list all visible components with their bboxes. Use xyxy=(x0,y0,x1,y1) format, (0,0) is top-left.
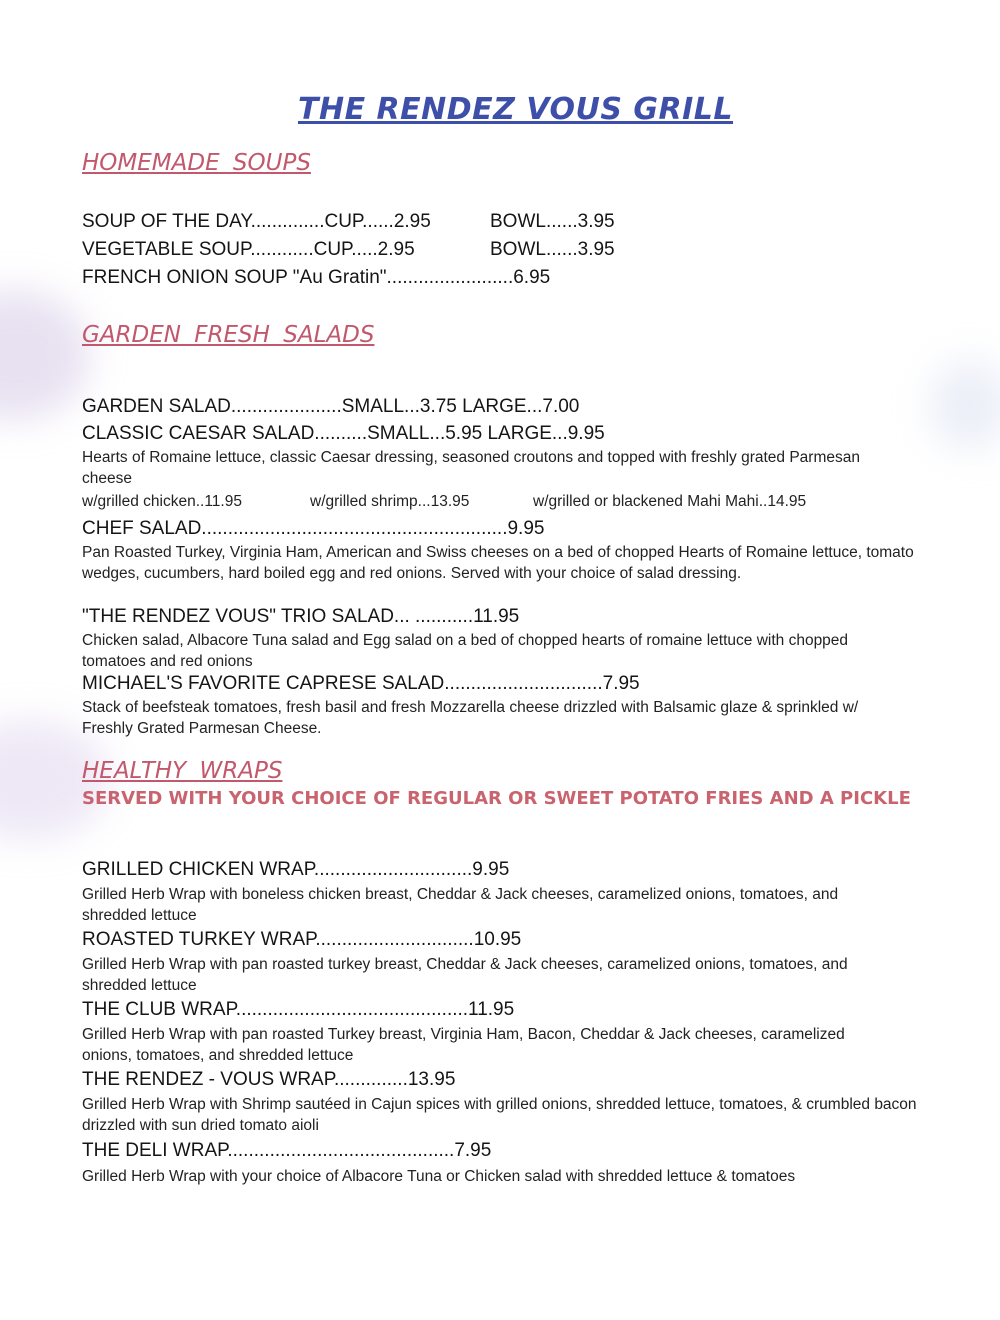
menu-item: GARDEN SALAD.....................SMALL...3.75 LARGE...7.00 xyxy=(82,396,580,417)
menu-item: ROASTED TURKEY WRAP..............................10.95 xyxy=(82,929,522,950)
addon-option: w/grilled or blackened Mahi Mahi..14.95 xyxy=(533,493,807,510)
menu-item: FRENCH ONION SOUP "Au Gratin"........................6.95 xyxy=(82,267,551,288)
menu-item: CHEF SALAD..........................................................9.95 xyxy=(82,518,545,539)
menu-item-description: Grilled Herb Wrap with boneless chicken breast, Cheddar & Jack cheeses, caramelized onions, tomatoes, and shredded lettuce xyxy=(82,886,839,924)
menu-item: GRILLED CHICKEN WRAP..............................9.95 xyxy=(82,859,510,880)
menu-item-description: Pan Roasted Turkey, Virginia Ham, American and Swiss cheeses on a bed of chopped Hearts of Romaine lettuce, tomato wedges, cucumbers, hard boiled egg and red onions. Served with your choice of salad dressing. xyxy=(82,544,914,582)
menu-item-description: Stack of beefsteak tomatoes, fresh basil and fresh Mozzarella cheese drizzled with Balsamic glaze & sprinkled w/ Freshly Grated Parmesan Cheese. xyxy=(82,699,859,737)
section-heading-salads: GARDEN FRESH SALADS xyxy=(82,322,375,348)
menu-item-description: Grilled Herb Wrap with pan roasted turkey breast, Cheddar & Jack cheeses, caramelized onions, tomatoes, and shredded lettuce xyxy=(82,956,848,994)
addon-option: w/grilled chicken..11.95 xyxy=(82,493,242,510)
section-heading-soups: HOMEMADE SOUPS xyxy=(82,150,311,176)
addon-option: w/grilled shrimp...13.95 xyxy=(310,493,470,510)
menu-item-description: Grilled Herb Wrap with your choice of Albacore Tuna or Chicken salad with shredded lettuce & tomatoes xyxy=(82,1168,796,1185)
section-heading-wraps: HEALTHY WRAPS xyxy=(82,758,283,784)
menu-item-description: Grilled Herb Wrap with Shrimp sautéed in Cajun spices with grilled onions, shredded lettuce, tomatoes, & crumbled bacon drizzled with sun dried tomato aioli xyxy=(82,1096,917,1134)
menu-item-price: BOWL......3.95 xyxy=(490,211,615,232)
menu-item-description: Hearts of Romaine lettuce, classic Caesar dressing, seasoned croutons and topped with freshly grated Parmesan cheese xyxy=(82,449,860,487)
background-wash xyxy=(930,360,1000,450)
menu-item-description: Chicken salad, Albacore Tuna salad and Egg salad on a bed of chopped hearts of romaine lettuce with chopped tomatoes and red onions xyxy=(82,632,849,670)
menu-item: MICHAEL'S FAVORITE CAPRESE SALAD..............................7.95 xyxy=(82,673,640,694)
menu-item: SOUP OF THE DAY..............CUP......2.95 xyxy=(82,211,431,232)
menu-item-price: BOWL......3.95 xyxy=(490,239,615,260)
menu-item: THE DELI WRAP...........................................7.95 xyxy=(82,1140,492,1161)
menu-item: THE CLUB WRAP............................................11.95 xyxy=(82,999,515,1020)
menu-title: THE RENDEZ VOUS GRILL xyxy=(298,92,734,127)
menu-item-description: Grilled Herb Wrap with pan roasted Turkey breast, Virginia Ham, Bacon, Cheddar & Jack cheeses, caramelized onions, tomatoes, and shredded lettuce xyxy=(82,1026,845,1064)
background-wash xyxy=(0,290,90,420)
menu-item: THE RENDEZ - VOUS WRAP..............13.95 xyxy=(82,1069,456,1090)
menu-item: VEGETABLE SOUP............CUP.....2.95 xyxy=(82,239,415,260)
menu-item: "THE RENDEZ VOUS" TRIO SALAD... ...........11.95 xyxy=(82,606,520,627)
section-subheading-wraps: SERVED WITH YOUR CHOICE OF REGULAR OR SWEET POTATO FRIES AND A PICKLE xyxy=(82,788,911,809)
menu-item: CLASSIC CAESAR SALAD..........SMALL...5.95 LARGE...9.95 xyxy=(82,423,605,444)
